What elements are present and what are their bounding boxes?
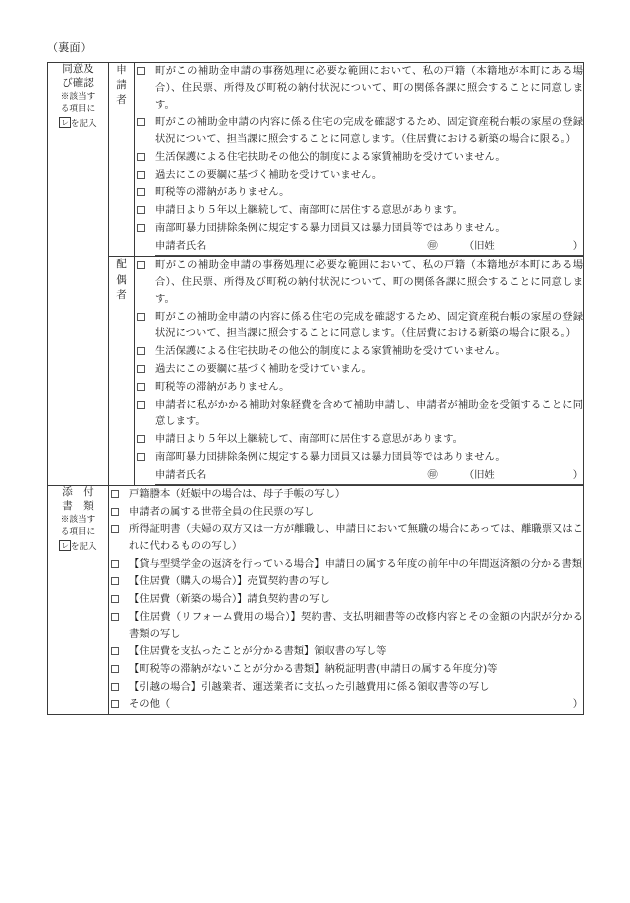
consent-header-note-line2: る項目に <box>60 104 96 115</box>
checkbox-icon[interactable] <box>111 525 119 533</box>
checkbox-icon[interactable] <box>111 613 119 621</box>
list-item[interactable] <box>135 184 583 201</box>
other-label: その他（ <box>129 698 171 711</box>
list-item-label: 南部町暴力団排除条例に規定する暴力団員又は暴力団員等ではありません。 <box>155 222 506 235</box>
list-item-label: 申請者の属する世帯全員の住民票の写し <box>129 505 315 518</box>
attachments-checklist <box>109 486 583 713</box>
list-item-label: 町がこの補助金申請の内容に係る住宅の完成を確認するため、固定資産税台帳の家屋の登録状況について、担当課に照会することに同意します。（住居費における新築の場合に限る。） <box>155 310 583 340</box>
checkbox-icon[interactable] <box>111 595 119 603</box>
list-item-other[interactable] <box>109 696 583 713</box>
checkbox-icon[interactable] <box>137 313 145 321</box>
list-item[interactable] <box>135 431 583 448</box>
applicant-signature-label: 申請者氏名 <box>155 239 207 252</box>
checkbox-icon[interactable] <box>137 118 145 126</box>
list-item-label: 生活保護による住宅扶助その他公的制度による家賃補助を受けていません。 <box>155 345 506 358</box>
list-item-label: 南部町暴力団排除条例に規定する暴力団員又は暴力団員等ではありません。 <box>155 450 506 463</box>
checkmark-glyph-icon: レ <box>61 540 69 550</box>
checkbox-icon[interactable] <box>137 171 145 179</box>
party-label-applicant-char-0: 申 <box>116 64 127 76</box>
other-close: ） <box>572 698 583 711</box>
list-item[interactable] <box>135 379 583 396</box>
spouse-consent-checklist <box>135 257 583 465</box>
consent-header-note-line3-text: を記入 <box>70 118 97 129</box>
spouse-signature-label: 申請者氏名 <box>155 468 207 481</box>
checkbox-icon[interactable] <box>111 665 119 673</box>
consent-and-attachments-table <box>47 62 584 715</box>
table-row-attachments <box>48 486 584 715</box>
list-item[interactable] <box>135 167 583 184</box>
list-item[interactable] <box>135 361 583 378</box>
spouse-former-name-close: ） <box>572 468 583 481</box>
list-item[interactable] <box>135 397 583 431</box>
list-item[interactable] <box>109 504 583 521</box>
checkbox-icon[interactable] <box>137 261 145 269</box>
party-label-spouse-vertical <box>116 257 127 303</box>
seal-icon: ㊞ <box>427 468 438 481</box>
list-item[interactable] <box>135 63 583 113</box>
list-item-label: 申請日より５年以上継続して、南部町に居住する意思があります。 <box>155 433 463 446</box>
consent-header-title-line1: 同意及 <box>62 63 94 75</box>
list-item[interactable] <box>135 449 583 466</box>
checkbox-icon[interactable] <box>111 647 119 655</box>
checkbox-icon[interactable] <box>137 435 145 443</box>
checkbox-icon[interactable] <box>137 347 145 355</box>
checkbox-icon[interactable] <box>111 490 119 498</box>
list-item[interactable] <box>109 679 583 696</box>
list-item-label: 【住居費（新築の場合）】請負契約書の写し <box>129 593 330 606</box>
list-item[interactable] <box>109 591 583 608</box>
list-item-label: 過去にこの要綱に基づく補助を受けていまん。 <box>155 362 372 375</box>
list-item[interactable] <box>109 573 583 590</box>
page-label: （裏面） <box>47 41 92 54</box>
party-label-applicant-vertical <box>116 63 127 109</box>
list-item-label: 【貸与型奨学金の返済を行っている場合】申請日の属する年度の前年中の年間返済額の分かる書類 <box>129 557 583 570</box>
checkbox-icon[interactable] <box>137 67 145 75</box>
party-label-spouse-char-1: 偶 <box>116 273 127 286</box>
list-item-label: 【引越の場合】引越業者、運送業者に支払った引越費用に係る領収書等の写し <box>129 680 490 693</box>
party-label-applicant <box>109 63 135 257</box>
list-item-label: 申請日より５年以上継続して、南部町に居住する意思があります。 <box>155 204 463 217</box>
list-item-label: 生活保護による住宅扶助その他公的制度による家賃補助を受けていません。 <box>155 150 506 163</box>
applicant-consent-checklist-cell <box>135 63 584 257</box>
spouse-former-name-label: （旧姓 <box>463 468 495 481</box>
list-item-label: 町税等の滞納がありません。 <box>155 380 290 393</box>
table-row-applicant <box>48 63 584 257</box>
list-item-label: 町税等の滞納がありません。 <box>155 186 290 199</box>
checkbox-icon[interactable] <box>137 383 145 391</box>
checkbox-icon[interactable] <box>111 577 119 585</box>
list-item[interactable] <box>135 257 583 307</box>
attachments-section-header <box>48 486 109 715</box>
attachments-header-title-line1: 添 付 <box>62 486 94 499</box>
list-item[interactable] <box>109 661 583 678</box>
party-label-applicant-char-1: 請 <box>116 79 127 92</box>
checkbox-icon[interactable] <box>137 365 145 373</box>
list-item[interactable] <box>109 643 583 660</box>
seal-icon: ㊞ <box>427 239 438 252</box>
list-item[interactable] <box>135 220 583 237</box>
list-item-label: 所得証明書（夫婦の双方又は一方が離職し、申請日において無職の場合にあっては、離職票又はこれに代わるものの写し） <box>129 523 583 553</box>
list-item-label: 町がこの補助金申請の事務処理に必要な範囲において、私の戸籍（本籍地が本町にある場合）、住民票、所得及び町税の納付状況について、町の関係各課に照会することに同意します。 <box>155 259 583 305</box>
attachments-header-note-line2: る項目に <box>60 527 96 538</box>
checkbox-icon[interactable] <box>111 683 119 691</box>
list-item-label: 戸籍謄本（妊娠中の場合は、母子手帳の写し） <box>129 488 346 501</box>
list-item-label: 過去にこの要綱に基づく補助を受けていません。 <box>155 168 383 181</box>
list-item-label: 【住居費を支払ったことが分かる書類】領収書の写し等 <box>129 645 387 658</box>
applicant-former-name-close: ） <box>572 239 583 252</box>
applicant-signature-line[interactable] <box>155 238 583 256</box>
list-item[interactable] <box>109 609 583 642</box>
attachments-checklist-cell <box>109 486 584 715</box>
list-item-label: 町がこの補助金申請の事務処理に必要な範囲において、私の戸籍（本籍地が本町にある場合）、住民票、所得及び町税の納付状況について、町の関係各課に照会することに同意します。 <box>155 65 583 111</box>
checkbox-icon[interactable] <box>137 224 145 232</box>
other-row <box>129 696 583 713</box>
party-label-spouse-char-2: 者 <box>116 288 127 301</box>
table-row-spouse <box>48 257 584 486</box>
attachments-header-title-line2: 書 類 <box>62 499 94 512</box>
checkbox-icon[interactable] <box>137 153 145 161</box>
list-item-label: 【住居費（リフォーム費用の場合）】契約書、支払明細書等の改修内容とその金額の内訳が分かる書類の写し <box>129 610 583 640</box>
consent-header-note-line3 <box>48 117 108 131</box>
checkbox-icon[interactable] <box>137 188 145 196</box>
list-item[interactable] <box>135 149 583 166</box>
checkbox-icon[interactable] <box>137 453 145 461</box>
list-item-label: 【住居費（購入の場合）】売買契約書の写し <box>129 575 330 588</box>
list-item[interactable] <box>135 202 583 219</box>
attachments-header-note-line3 <box>48 540 108 554</box>
party-label-spouse <box>109 257 135 486</box>
list-item[interactable] <box>109 556 583 573</box>
spouse-consent-checklist-cell <box>135 257 584 486</box>
party-label-spouse-char-0: 配 <box>116 258 127 271</box>
checkmark-glyph-icon: レ <box>61 117 69 127</box>
applicant-former-name-label: （旧姓 <box>463 239 495 252</box>
party-label-applicant-char-2: 者 <box>116 94 127 107</box>
checkbox-icon[interactable] <box>137 206 145 214</box>
list-item[interactable] <box>135 309 583 343</box>
list-item[interactable] <box>135 343 583 360</box>
checkbox-icon[interactable] <box>111 700 119 708</box>
checkbox-icon[interactable] <box>111 560 119 568</box>
consent-header-note-line1: ※該当す <box>60 91 96 102</box>
consent-section-header <box>48 63 109 486</box>
list-item-label: 申請者に私がかかる補助対象経費を含めて補助申請し、申請者が補助金を受領することに同意します。 <box>155 398 583 428</box>
applicant-consent-checklist <box>135 63 583 237</box>
checkbox-icon[interactable] <box>137 401 145 409</box>
spouse-signature-line[interactable] <box>155 467 583 485</box>
list-item-label: 町がこの補助金申請の内容に係る住宅の完成を確認するため、固定資産税台帳の家屋の登録状況について、担当課に照会することに同意します。（住居費における新築の場合に限る。） <box>155 116 583 146</box>
consent-header-title-line2: び確認 <box>62 76 94 89</box>
checkbox-icon[interactable] <box>111 508 119 516</box>
attachments-header-note-line3-text: を記入 <box>70 541 97 552</box>
attachments-header-note-line1: ※該当す <box>60 514 96 525</box>
list-item[interactable] <box>109 486 583 503</box>
list-item[interactable] <box>109 521 583 554</box>
list-item-label: 【町税等の滞納がないことが分かる書類】納税証明書(申請日の属する年度分)等 <box>129 662 498 675</box>
list-item[interactable] <box>135 114 583 148</box>
